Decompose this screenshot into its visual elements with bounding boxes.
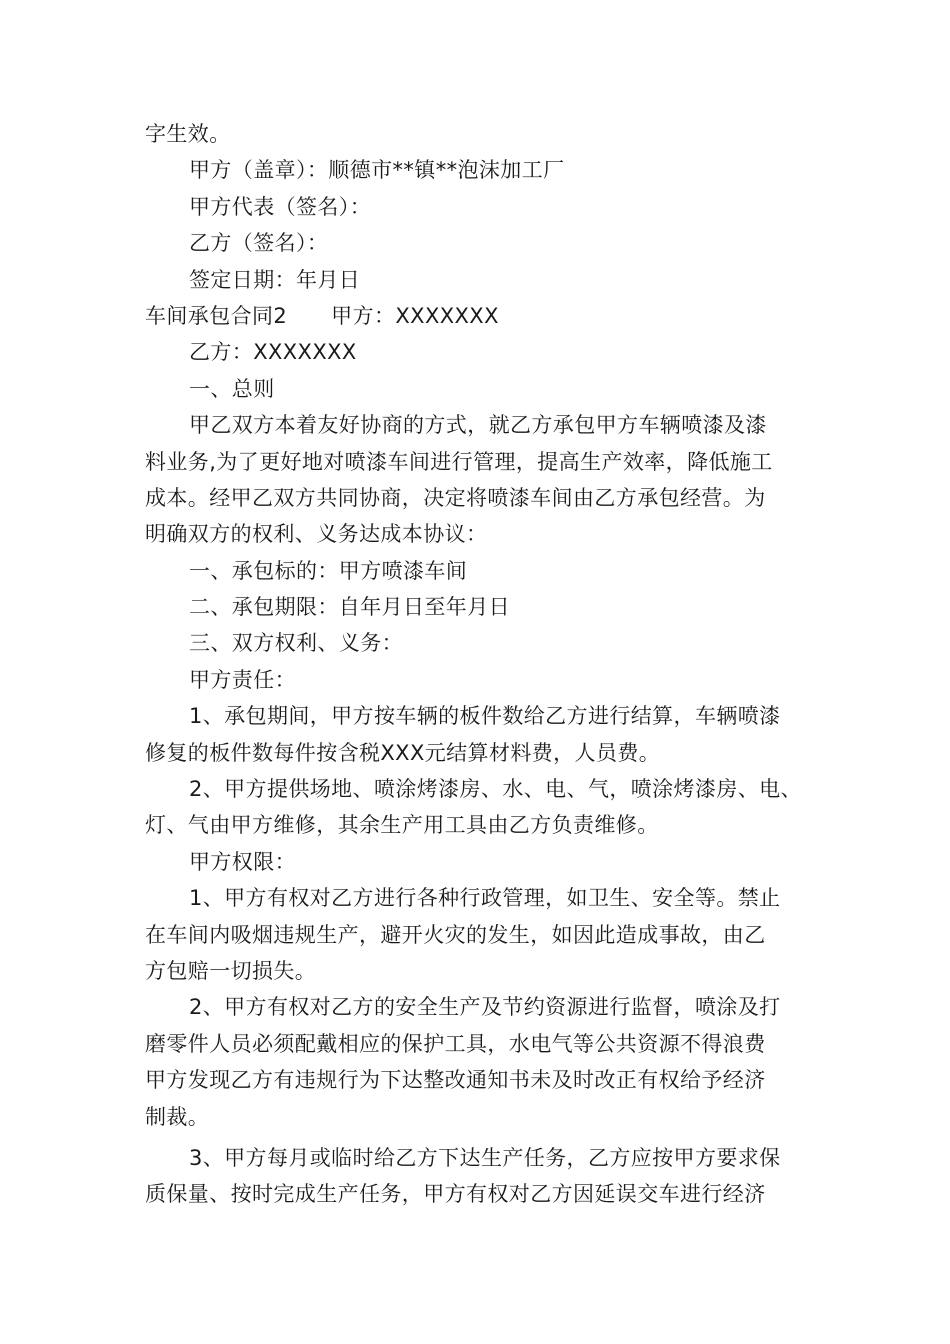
text-line: 质保量、按时完成生产任务，甲方有权对乙方因延误交车进行经济	[145, 1182, 766, 1207]
text-line: 成本。经甲乙双方共同协商，决定将喷漆车间由乙方承包经营。为	[145, 485, 766, 510]
subsection-heading: 甲方责任：	[189, 667, 296, 692]
contract-title: 车间承包合同2	[145, 303, 288, 328]
text-line: 2、甲方提供场地、喷涂烤漆房、水、电、气，喷涂烤漆房、电、	[189, 777, 802, 802]
text-line: 1、承包期间，甲方按车辆的板件数给乙方进行结算，车辆喷漆	[189, 704, 781, 729]
text-line: 方包赔一切损失。	[145, 958, 317, 983]
text-line: 制裁。	[145, 1104, 210, 1129]
text-line: 在车间内吸烟违规生产，避开火灾的发生，如因此造成事故，由乙	[145, 922, 766, 947]
text-line: 磨零件人员必须配戴相应的保护工具，水电气等公共资源不得浪费	[145, 1031, 766, 1056]
section-heading: 一、总则	[189, 376, 275, 401]
text-line: 字生效。	[145, 122, 231, 146]
document-body	[145, 116, 825, 1213]
text-line: 1、甲方有权对乙方进行各种行政管理，如卫生、安全等。禁止	[189, 886, 781, 911]
text-line: 甲乙双方本着友好协商的方式，就乙方承包甲方车辆喷漆及漆	[189, 413, 767, 438]
party-b-name: 乙方：XXXXXXX	[189, 340, 357, 365]
contract-title-line	[145, 298, 825, 334]
text-line: 甲方发现乙方有违规行为下达整改通知书未及时改正有权给予经济	[145, 1068, 766, 1093]
subsection-heading: 甲方权限：	[189, 849, 296, 874]
signing-date-line: 签定日期：年月日	[189, 267, 361, 292]
text-line: 灯、气由甲方维修，其余生产用工具由乙方负责维修。	[145, 813, 659, 838]
text-line: 2、甲方有权对乙方的安全生产及节约资源进行监督，喷涂及打	[189, 995, 781, 1020]
clause-line: 二、承包期限：自年月日至年月日	[189, 595, 510, 620]
party-a-seal-line: 甲方（盖章）：顺德市**镇**泡沫加工厂	[189, 158, 565, 183]
text-line: 料业务,为了更好地对喷漆车间进行管理，提高生产效率，降低施工	[145, 449, 773, 474]
text-line: 3、甲方每月或临时给乙方下达生产任务，乙方应按甲方要求保	[189, 1145, 781, 1170]
clause-line: 三、双方权利、义务：	[189, 631, 403, 656]
party-a-name: 甲方：XXXXXXX	[331, 303, 499, 328]
party-a-representative-line: 甲方代表（签名）：	[189, 194, 372, 219]
party-b-signature-line: 乙方（签名）：	[189, 231, 329, 256]
clause-line: 一、承包标的：甲方喷漆车间	[189, 558, 468, 583]
text-line: 明确双方的权利、义务达成本协议：	[145, 522, 488, 547]
text-line: 修复的板件数每件按含税XXX元结算材料费，人员费。	[145, 740, 661, 765]
